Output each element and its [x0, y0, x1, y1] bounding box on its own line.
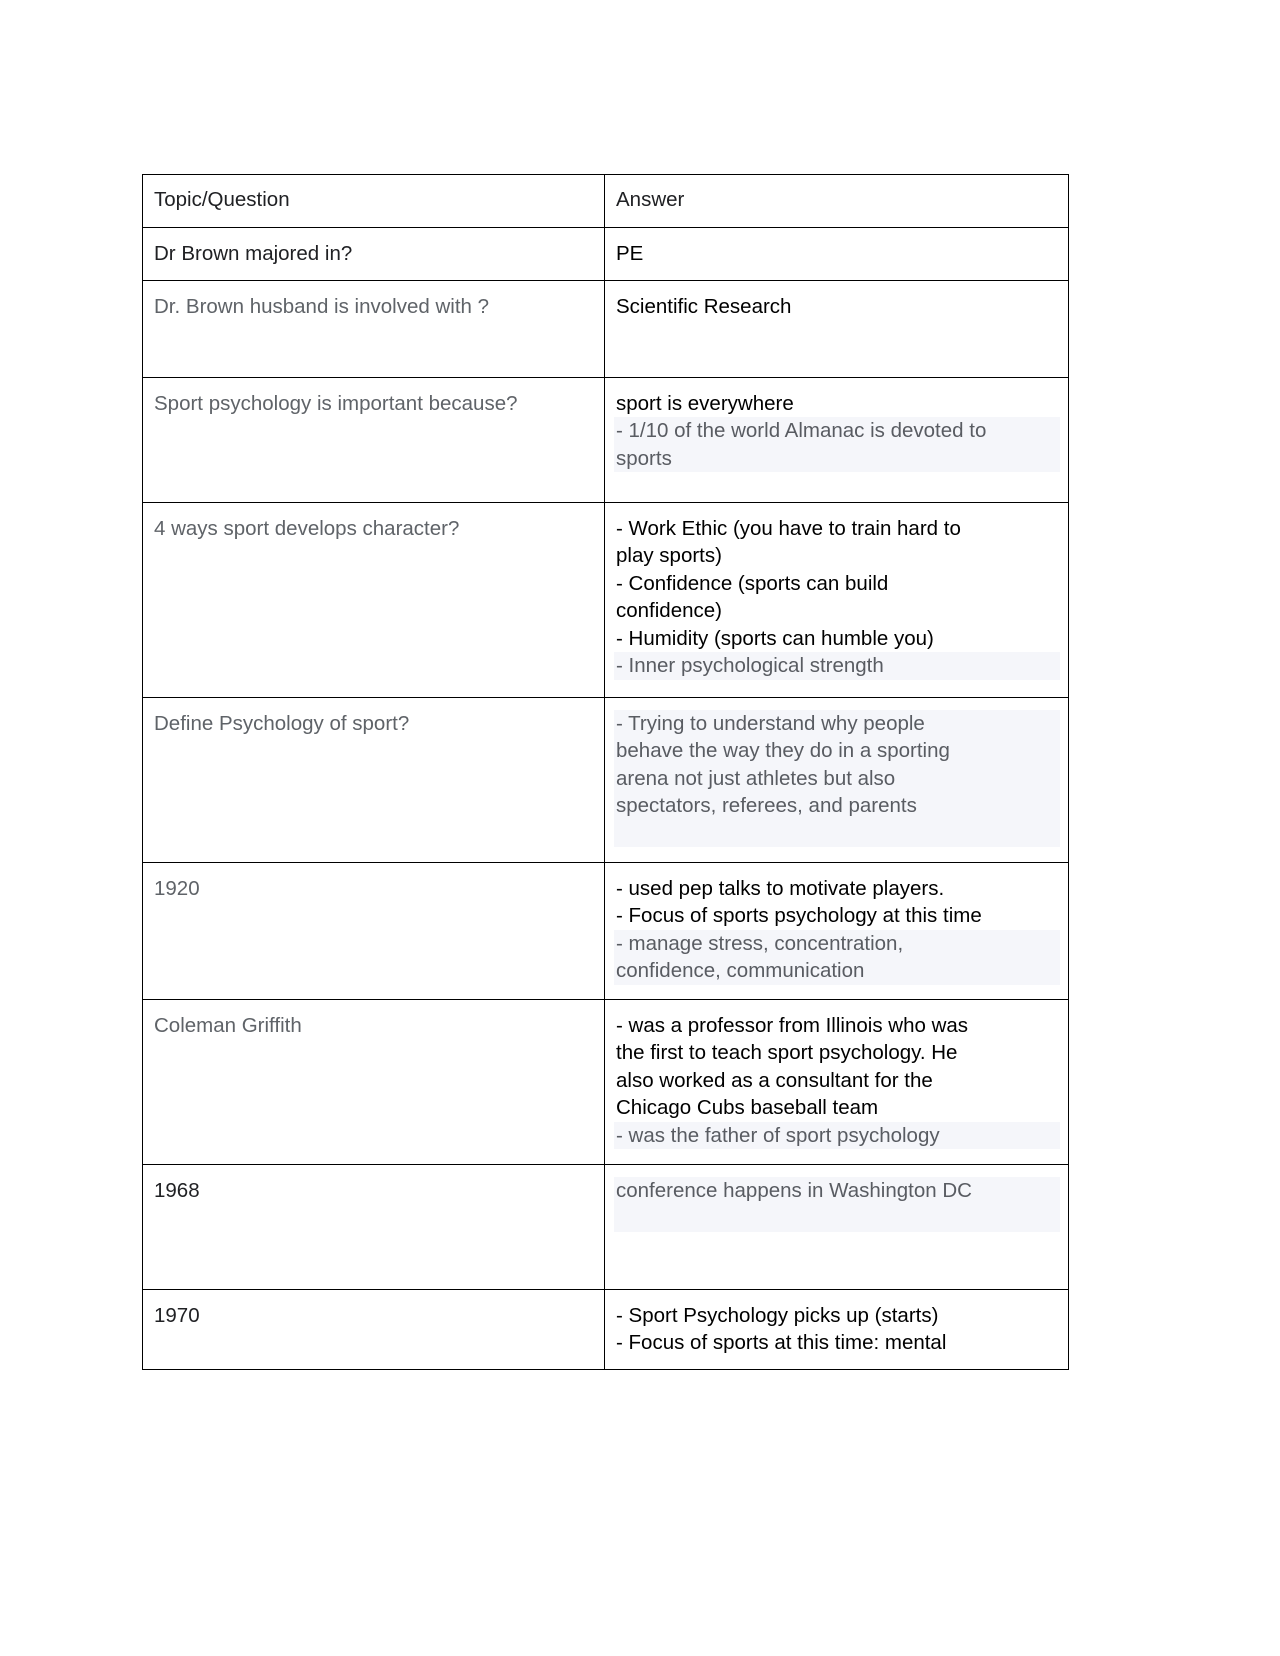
- table-row: [143, 280, 1069, 377]
- question-text: Define Psychology of sport?: [154, 711, 410, 735]
- answer-cell: [605, 502, 1069, 697]
- header-cell-question: [143, 175, 605, 228]
- answer-line: - Humidity (sports can humble you): [616, 626, 934, 650]
- answer-line: - Work Ethic (you have to train hard to: [616, 516, 961, 540]
- question-text: Dr. Brown husband is involved with ?: [154, 294, 490, 318]
- header-label-question: Topic/Question: [154, 188, 290, 211]
- answer-cell: [605, 377, 1069, 502]
- answer-line: - was the father of sport psychology: [616, 1122, 1056, 1150]
- question-cell: [143, 280, 605, 377]
- answer-line: - Sport Psychology picks up (starts): [616, 1303, 939, 1327]
- answer-line: Scientific Research: [616, 294, 792, 318]
- answer-line: - manage stress, concentration,: [616, 930, 1056, 958]
- answer-line: Chicago Cubs baseball team: [616, 1096, 879, 1119]
- question-cell: [143, 862, 605, 999]
- answer-line: the first to teach sport psychology. He: [616, 1041, 958, 1064]
- answer-line: sports: [616, 445, 1056, 473]
- answer-cell: [605, 1164, 1069, 1289]
- question-cell: [143, 502, 605, 697]
- answer-line: arena not just athletes but also: [616, 765, 1056, 793]
- answer-line: play sports): [616, 544, 722, 567]
- answer-line: - Focus of sports psychology at this time: [616, 904, 982, 927]
- answer-line: confidence, communication: [616, 957, 1056, 985]
- table-row: [143, 1289, 1069, 1369]
- answer-line: - Focus of sports at this time: mental: [616, 1331, 947, 1354]
- answer-line: behave the way they do in a sporting: [616, 737, 1056, 765]
- answer-line: - Confidence (sports can build: [616, 571, 889, 595]
- table-row: [143, 862, 1069, 999]
- answer-cell: [605, 862, 1069, 999]
- question-text: 1970: [154, 1303, 200, 1327]
- question-cell: [143, 999, 605, 1164]
- question-cell: [143, 697, 605, 862]
- answer-cell: [605, 280, 1069, 377]
- answer-line: PE: [616, 241, 644, 265]
- table-row: [143, 999, 1069, 1164]
- answer-line: confidence): [616, 599, 722, 622]
- answer-cell: [605, 999, 1069, 1164]
- question-cell: [143, 227, 605, 280]
- answer-line: [616, 1204, 1056, 1232]
- question-cell: [143, 377, 605, 502]
- question-text: Coleman Griffith: [154, 1013, 302, 1037]
- header-label-answer: Answer: [616, 188, 685, 211]
- table-header-row: [143, 175, 1069, 228]
- answer-cell: [605, 697, 1069, 862]
- answer-line: spectators, referees, and parents: [616, 792, 1056, 820]
- qa-table: [142, 174, 1069, 1370]
- table-row: [143, 697, 1069, 862]
- answer-line: also worked as a consultant for the: [616, 1068, 933, 1092]
- answer-line: - 1/10 of the world Almanac is devoted to: [616, 417, 1056, 445]
- table-row: [143, 377, 1069, 502]
- answer-line: conference happens in Washington DC: [616, 1177, 1056, 1205]
- answer-line: - Trying to understand why people: [616, 710, 1056, 738]
- question-text: 1920: [154, 876, 200, 900]
- table-row: [143, 1164, 1069, 1289]
- question-text: Sport psychology is important because?: [154, 391, 518, 415]
- qa-table-body: [143, 175, 1069, 1370]
- answer-line: [616, 820, 1056, 848]
- answer-line: - was a professor from Illinois who was: [616, 1013, 969, 1037]
- answer-line: - used pep talks to motivate players.: [616, 876, 945, 900]
- table-row: [143, 502, 1069, 697]
- answer-line: - Inner psychological strength: [616, 652, 1056, 680]
- question-text: 4 ways sport develops character?: [154, 516, 460, 540]
- answer-line: sport is everywhere: [616, 391, 794, 415]
- header-cell-answer: [605, 175, 1069, 228]
- question-cell: [143, 1164, 605, 1289]
- answer-cell: [605, 227, 1069, 280]
- question-text: 1968: [154, 1178, 200, 1202]
- question-text: Dr Brown majored in?: [154, 241, 353, 265]
- question-cell: [143, 1289, 605, 1369]
- answer-cell: [605, 1289, 1069, 1369]
- table-row: [143, 227, 1069, 280]
